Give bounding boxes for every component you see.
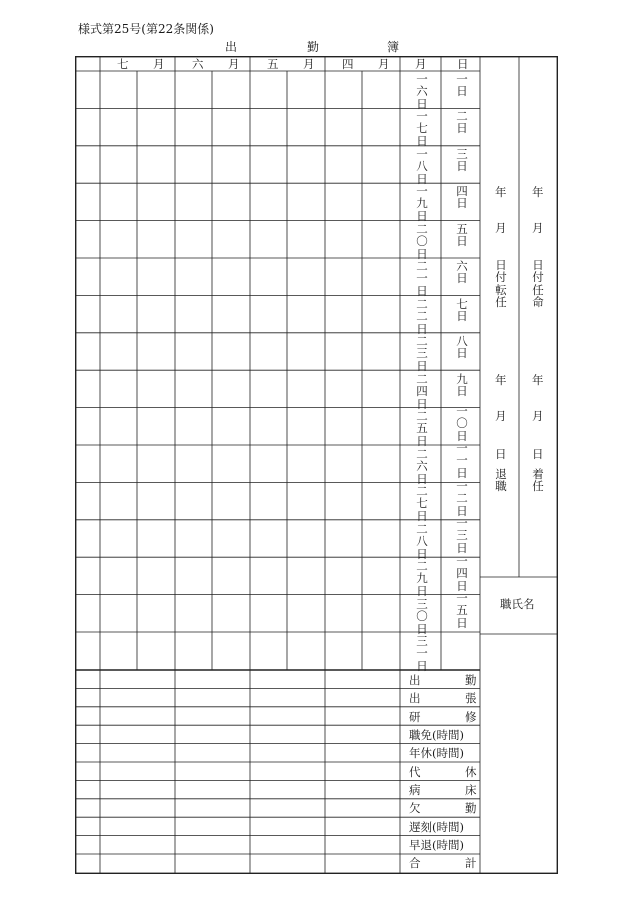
- side-day: 日: [532, 447, 544, 461]
- month-header-num: 六: [192, 57, 204, 71]
- day-label: 一 四 日: [456, 554, 468, 593]
- summary-label: 計: [465, 856, 477, 870]
- summary-label: 遅刻(時間): [409, 820, 464, 834]
- side-action: 着 任: [532, 467, 544, 494]
- summary-label: 張: [465, 691, 477, 705]
- summary-label: 出: [409, 691, 421, 705]
- form-number-label: 様式第25号(第22条関係): [78, 22, 214, 36]
- side-date: 日 付: [495, 258, 507, 285]
- month-header-unit: 月: [228, 57, 240, 71]
- side-action: 任 命: [532, 283, 544, 310]
- day-label: 二 七 日: [416, 484, 428, 523]
- month-header-unit: 月: [153, 57, 165, 71]
- side-month: 月: [532, 221, 544, 235]
- summary-label: 合: [409, 856, 421, 870]
- side-date: 日 付: [532, 258, 544, 285]
- summary-label: 修: [465, 710, 477, 724]
- title-char: 出: [225, 40, 238, 54]
- side-year: 年: [532, 185, 544, 199]
- summary-label: 休: [465, 765, 477, 779]
- day-label: 三 日: [456, 147, 468, 174]
- attendance-sheet: [75, 56, 558, 874]
- day-label: 九 日: [456, 372, 468, 399]
- day-label: 六 日: [456, 259, 468, 286]
- month-header-unit: 月: [378, 57, 390, 71]
- day-label: 一 二 日: [456, 479, 468, 518]
- summary-label: 代: [409, 765, 421, 779]
- day-label: 五 日: [456, 222, 468, 249]
- day-label: 二 五 日: [416, 409, 428, 448]
- day-label: 二 二 日: [416, 297, 428, 336]
- page-title: [225, 38, 405, 54]
- title-char: 簿: [387, 40, 400, 54]
- day-label: 一 六 日: [416, 72, 428, 111]
- day-label: 一 一 日: [456, 441, 468, 480]
- header-day: 日: [457, 57, 469, 71]
- month-header-num: 七: [117, 57, 129, 71]
- day-label: 一 五 日: [456, 591, 468, 630]
- summary-label: 勤: [465, 801, 477, 815]
- month-header-num: 五: [267, 57, 279, 71]
- month-header-unit: 月: [303, 57, 315, 71]
- summary-label: 職免(時間): [409, 728, 464, 742]
- side-month: 月: [532, 409, 544, 423]
- side-year: 年: [495, 185, 507, 199]
- summary-label: 勤: [465, 673, 477, 687]
- side-year: 年: [532, 373, 544, 387]
- day-label: 三 一 日: [416, 634, 428, 673]
- day-label: 二 四 日: [416, 372, 428, 411]
- side-month: 月: [495, 409, 507, 423]
- day-label: 二 八 日: [416, 522, 428, 561]
- day-label: 三 〇 日: [416, 597, 428, 636]
- name-label: 職氏名: [500, 597, 535, 611]
- side-day: 日: [495, 447, 507, 461]
- day-label: 一 〇 日: [456, 404, 468, 443]
- summary-label: 病: [409, 783, 421, 797]
- day-label: 一 八 日: [416, 147, 428, 186]
- side-action: 転 任: [495, 283, 507, 310]
- summary-label: 欠: [409, 801, 421, 815]
- day-label: 二 日: [456, 109, 468, 136]
- day-label: 四 日: [456, 184, 468, 211]
- day-label: 二 一 日: [416, 259, 428, 298]
- month-header-num: 四: [342, 57, 354, 71]
- title-char: 勤: [307, 40, 320, 54]
- day-label: 二 九 日: [416, 559, 428, 598]
- day-label: 一 七 日: [416, 109, 428, 148]
- side-year: 年: [495, 373, 507, 387]
- day-label: 二 六 日: [416, 447, 428, 486]
- summary-label: 床: [465, 783, 477, 797]
- day-label: 二 〇 日: [416, 222, 428, 261]
- day-label: 八 日: [456, 334, 468, 361]
- day-label: 一 三 日: [456, 516, 468, 555]
- summary-label: 研: [409, 710, 421, 724]
- day-label: 二 三 日: [416, 334, 428, 373]
- grid-lines: [75, 56, 558, 874]
- day-label: 七 日: [456, 297, 468, 324]
- side-action: 退 職: [495, 467, 507, 494]
- header-month: 月: [415, 57, 427, 71]
- day-label: 一 日: [456, 72, 468, 99]
- summary-label: 早退(時間): [409, 838, 464, 852]
- day-label: 一 九 日: [416, 184, 428, 223]
- side-month: 月: [495, 221, 507, 235]
- summary-label: 出: [409, 673, 421, 687]
- summary-label: 年休(時間): [409, 746, 464, 760]
